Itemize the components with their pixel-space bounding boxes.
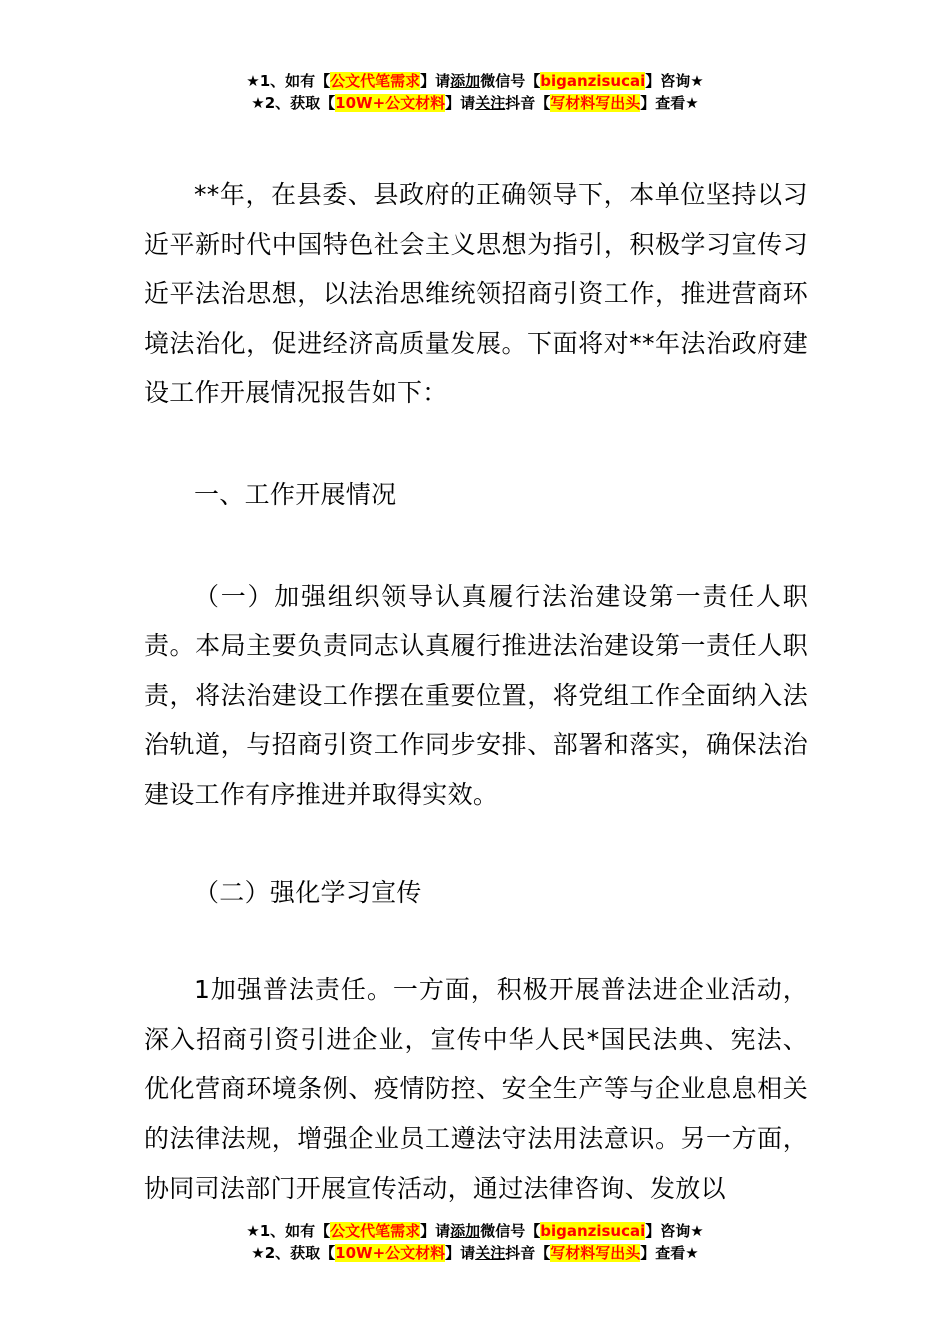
promo-text: 】请 xyxy=(445,94,476,112)
promo-highlight: biganzisucai xyxy=(540,72,646,90)
promo-line-2 xyxy=(0,92,950,114)
promo-text: 】请 xyxy=(445,1244,476,1262)
star-icon: ★ xyxy=(246,1222,260,1240)
promo-banner-top xyxy=(0,70,950,114)
promo-text: 】请 xyxy=(420,72,451,90)
star-icon: ★ xyxy=(685,94,699,112)
promo-highlight: biganzisucai xyxy=(540,1222,646,1240)
item-paragraph: 1加强普法责任。一方面，积极开展普法进企业活动，深入招商引资引进企业，宣传中华人民*国民法典、宪法、优化营商环境条例、疫情防控、安全生产等与企业息息相关的法律法规，增强企业员工遵法守法用法意识。另一方面，协同司法部门开展宣传活动，通过法律咨询、发放以 xyxy=(144,975,808,1203)
promo-underline: 添加 xyxy=(450,72,481,90)
promo-highlight: 写材料写出头 xyxy=(550,94,641,112)
subsection-heading: （二）强化学习宣传 xyxy=(194,877,422,907)
promo-text: 1、如有【 xyxy=(259,72,331,90)
promo-underline: 添加 xyxy=(450,1222,481,1240)
promo-text: 】咨询 xyxy=(645,1222,691,1240)
promo-text: 抖音【 xyxy=(505,1244,551,1262)
promo-text: 2、获取【 xyxy=(264,1244,336,1262)
promo-highlight: 公文代笔需求 xyxy=(330,72,421,90)
promo-text: 1、如有【 xyxy=(259,1222,331,1240)
promo-underline: 关注 xyxy=(475,94,506,112)
section-paragraph: （一）加强组织领导认真履行法治建设第一责任人职责。本局主要负责同志认真履行推进法治建设第一责任人职责，将法治建设工作摆在重要位置，将党组工作全面纳入法治轨道，与招商引资工作同步安排、部署和落实，确保法治建设工作有序推进并取得实效。 xyxy=(144,581,808,809)
promo-line-1 xyxy=(0,70,950,92)
promo-text: 微信号【 xyxy=(480,1222,541,1240)
promo-line-2 xyxy=(0,1242,950,1264)
section-heading: 一、工作开展情况 xyxy=(194,479,397,509)
promo-banner-bottom xyxy=(0,1220,950,1264)
promo-line-1 xyxy=(0,1220,950,1242)
star-icon: ★ xyxy=(246,72,260,90)
promo-text: 】咨询 xyxy=(645,72,691,90)
document-body xyxy=(144,170,808,1213)
promo-text: 微信号【 xyxy=(480,72,541,90)
promo-text: 】查看 xyxy=(640,1244,686,1262)
star-icon: ★ xyxy=(690,72,704,90)
star-icon: ★ xyxy=(251,1244,265,1262)
promo-highlight: 10W+公文材料 xyxy=(335,94,446,112)
promo-highlight: 公文代笔需求 xyxy=(330,1222,421,1240)
star-icon: ★ xyxy=(685,1244,699,1262)
promo-highlight: 写材料写出头 xyxy=(550,1244,641,1262)
intro-paragraph: **年，在县委、县政府的正确领导下，本单位坚持以习近平新时代中国特色社会主义思想为指引，积极学习宣传习近平法治思想，以法治思维统领招商引资工作，推进营商环境法治化，促进经济高质量发展。下面将对**年法治政府建设工作开展情况报告如下： xyxy=(144,180,808,408)
promo-text: 2、获取【 xyxy=(264,94,336,112)
promo-text: 】请 xyxy=(420,1222,451,1240)
promo-text: 抖音【 xyxy=(505,94,551,112)
promo-underline: 关注 xyxy=(475,1244,506,1262)
star-icon: ★ xyxy=(690,1222,704,1240)
star-icon: ★ xyxy=(251,94,265,112)
promo-highlight: 10W+公文材料 xyxy=(335,1244,446,1262)
promo-text: 】查看 xyxy=(640,94,686,112)
